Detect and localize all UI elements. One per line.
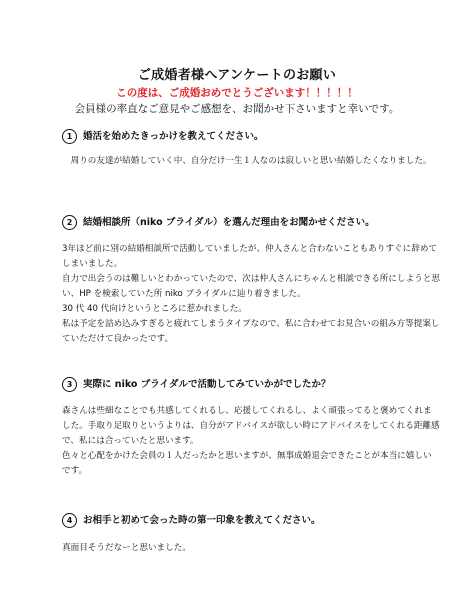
answer-1 bbox=[62, 154, 440, 169]
answer-paragraph: 3年ほど前に別の結婚相談所で活動していましたが、仲人さんと合わないこともありすぐに辞めてしまいました。 bbox=[62, 244, 438, 269]
answer-4 bbox=[62, 541, 440, 556]
answer-3 bbox=[62, 404, 440, 479]
question-number: 4 bbox=[62, 513, 77, 528]
answer-paragraph: 森さんは些細なことでも共感してくれるし、応援してくれるし、よく頑張ってると褒めてくれました。手取り足取りというよりは、自分がアドバイスが欲しい時にアドバイスをしてくれる距離感で、私には合っていたと思います。 bbox=[62, 406, 440, 446]
question-number: 3 bbox=[62, 377, 77, 392]
question-text: 結婚相談所（niko ブライダル）を選んだ理由をお聞かせください。 bbox=[83, 217, 375, 228]
answer-2 bbox=[62, 242, 440, 347]
answer-paragraph: 自力で出会うのは難しいとわかっていたので、次は仲人さんにちゃんと相談できる所にしようと思い、HP を検索していた所 niko ブライダルに辿り着きました。 bbox=[62, 274, 440, 299]
congratulations-message: この度は、ご成婚おめでとうございます！！！！！ bbox=[116, 87, 358, 99]
question-text: 実際に niko ブライダルで活動してみていかがでしたか？ bbox=[83, 379, 331, 390]
answer-paragraph: 真面目そうだなーと思いました。 bbox=[62, 543, 191, 553]
answer-paragraph: 周りの友達が結婚していく中、自分だけ一生１人なのは寂しいと思い結婚したくなりました。 bbox=[70, 156, 432, 166]
question-4 bbox=[62, 512, 442, 528]
question-text: お相手と初めて会った時の第一印象を教えてください。 bbox=[83, 515, 321, 526]
intro-text: 会員様の率直なご意見やご感想を、お聞かせ下さいますと幸いです。 bbox=[74, 103, 400, 115]
question-2 bbox=[62, 214, 442, 230]
question-3 bbox=[62, 376, 442, 392]
question-number: 2 bbox=[62, 215, 77, 230]
question-text: 婚活を始めたきっかけを教えてください。 bbox=[83, 131, 264, 142]
page-title: ご成婚者様へアンケートのお願い bbox=[137, 68, 337, 83]
question-1 bbox=[62, 128, 442, 144]
answer-paragraph: 私は予定を詰め込みすぎると疲れてしまうタイプなので、私に合わせてお見合いの組み方等提案していただけて良かったです。 bbox=[62, 319, 440, 344]
answer-paragraph: 30 代 40 代向けというところに惹かれました。 bbox=[62, 304, 247, 314]
question-number: 1 bbox=[62, 129, 77, 144]
answer-paragraph: 色々と心配をかけた会員の１人だったかと思いますが、無事成婚退会できたことが本当に嬉しいです。 bbox=[62, 451, 432, 476]
